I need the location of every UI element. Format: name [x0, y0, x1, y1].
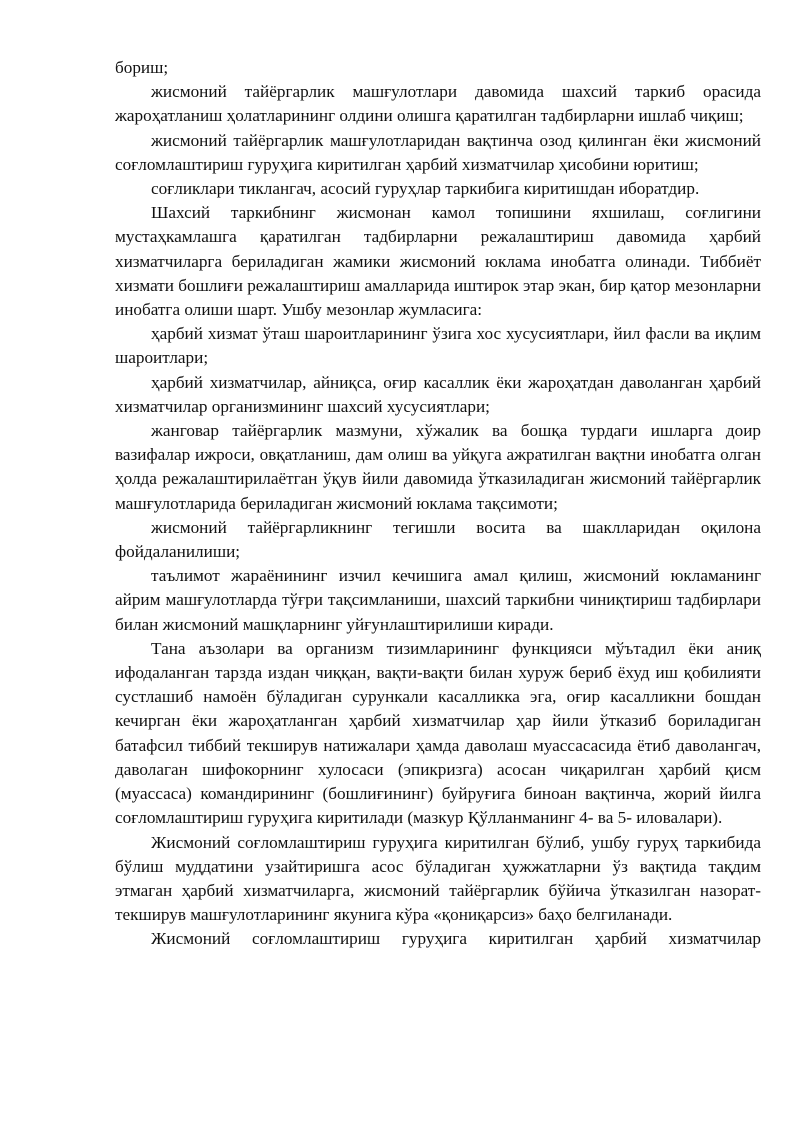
list-item-means-and-forms: жисмоний тайёргарликнинг тегишли восита ва шаклларидан оқилона фойдаланилиши; [115, 517, 761, 562]
list-item-service-conditions: ҳарбий хизмат ўташ шароитларининг ўзига хос хусусиятлари, йил фасли ва иқлим шароитлари; [115, 324, 761, 368]
paragraph-health-group-assignment: Тана аъзолари ва организм тизимларининг функцияси мўътадил ёки аниқ ифодаланган тарзда издан чиққан, вақти-вақти билан хуруж бериб ёхуд иш қобилияти сустлашиб намоён бўладиган сурункали касалликка эга, оғир касалликни бошдан кечирган ёки жароҳатланган ҳарбий хизматчилар ҳар йили ўтказиб бориладиган батафсил тиббий текширув натижалари ҳамда даволаш муассасасида ётиб даволангач, даволаган шифокорнинг хулосаси (эпикризга) асосан чиқарилган ҳарбий қисм (муассаса) командирининг (бошлиғининг) буйруғига биноан вақтинча, жорий йилга соғломлаштириш гуруҳига киритилади (мазкур Қўлланманинг 4- ва 5- иловалари). [115, 638, 761, 828]
paragraph-unsatisfactory-grade: Жисмоний соғломлаштириш гуруҳига киритилган бўлиб, ушбу гуруҳ таркибида бўлиш муддатини узайтиришга асос бўладиган ҳужжатларни ўз вақтида тақдим этмаган ҳарбий хизматчиларга, жисмоний тайёргарлик бўйича ўтказилган назорат-текширув машғулотларининг якунига кўра «қониқарсиз» баҳо белгиланади. [115, 832, 761, 925]
paragraph-continuation: бориш; [115, 58, 169, 77]
list-item-training-process: таълимот жараёнининг изчил кечишига амал қилиш, жисмоний юкламанинг айрим машғулотларда тўғри тақсимланиши, шахсий таркибни чиниқтириш тадбирлари билан жисмоний машқларнинг уйғунлаштирилиши киради. [115, 566, 761, 634]
list-item-exempt-records: жисмоний тайёргарлик машғулотларидан вақтинча озод қилинган ёки жисмоний соғломлаштириш гуруҳига киритилган ҳарбий хизматчилар ҳисобини юритиш; [115, 130, 761, 174]
document-page [115, 56, 761, 952]
list-item-return-to-groups: соғликлари тиклангач, асосий гуруҳлар таркибига киритишдан иборатдир. [151, 179, 700, 199]
list-item-personal-features: ҳарбий хизматчилар, айниқса, оғир касаллик ёки жароҳатдан даволанган ҳарбий хизматчилар организмининг шахсий хусусиятлари; [115, 372, 761, 416]
paragraph-planning-criteria: Шахсий таркибнинг жисмонан камол топишини яхшилаш, соғлигини мустаҳкамлашга қаратилган тадбирларни режалаштириш давомида ҳарбий хизматчиларга бериладиган жамики жисмоний юклама инобатга олинади. Тиббиёт хизмати бошлиғи режалаштириш амалларида иштирок этар экан, бир қатор мезонларни инобатга олиши шарт. Ушбу мезонлар жумласига: [115, 203, 761, 320]
paragraph-final-fragment: Жисмоний соғломлаштириш гуруҳига киритилган ҳарбий хизматчилар [151, 929, 761, 949]
list-item-load-distribution: жанговар тайёргарлик мазмуни, хўжалик ва бошқа турдаги ишларга доир вазифалар ижроси, овқатланиш, дам олиш ва уйқуга ажратилган вақтни инобатга олган ҳолда режалаштирилаётган ўқув йили давомида ўтказиладиган жисмоний тайёргарлик машғулотларида бериладиган жисмоний юклама тақсимоти; [115, 421, 761, 513]
list-item-injury-prevention: жисмоний тайёргарлик машғулотлари давомида шахсий таркиб орасида жароҳатланиш ҳолатларининг олдини олишга қаратилган тадбирларни ишлаб чиқиш; [115, 82, 761, 126]
